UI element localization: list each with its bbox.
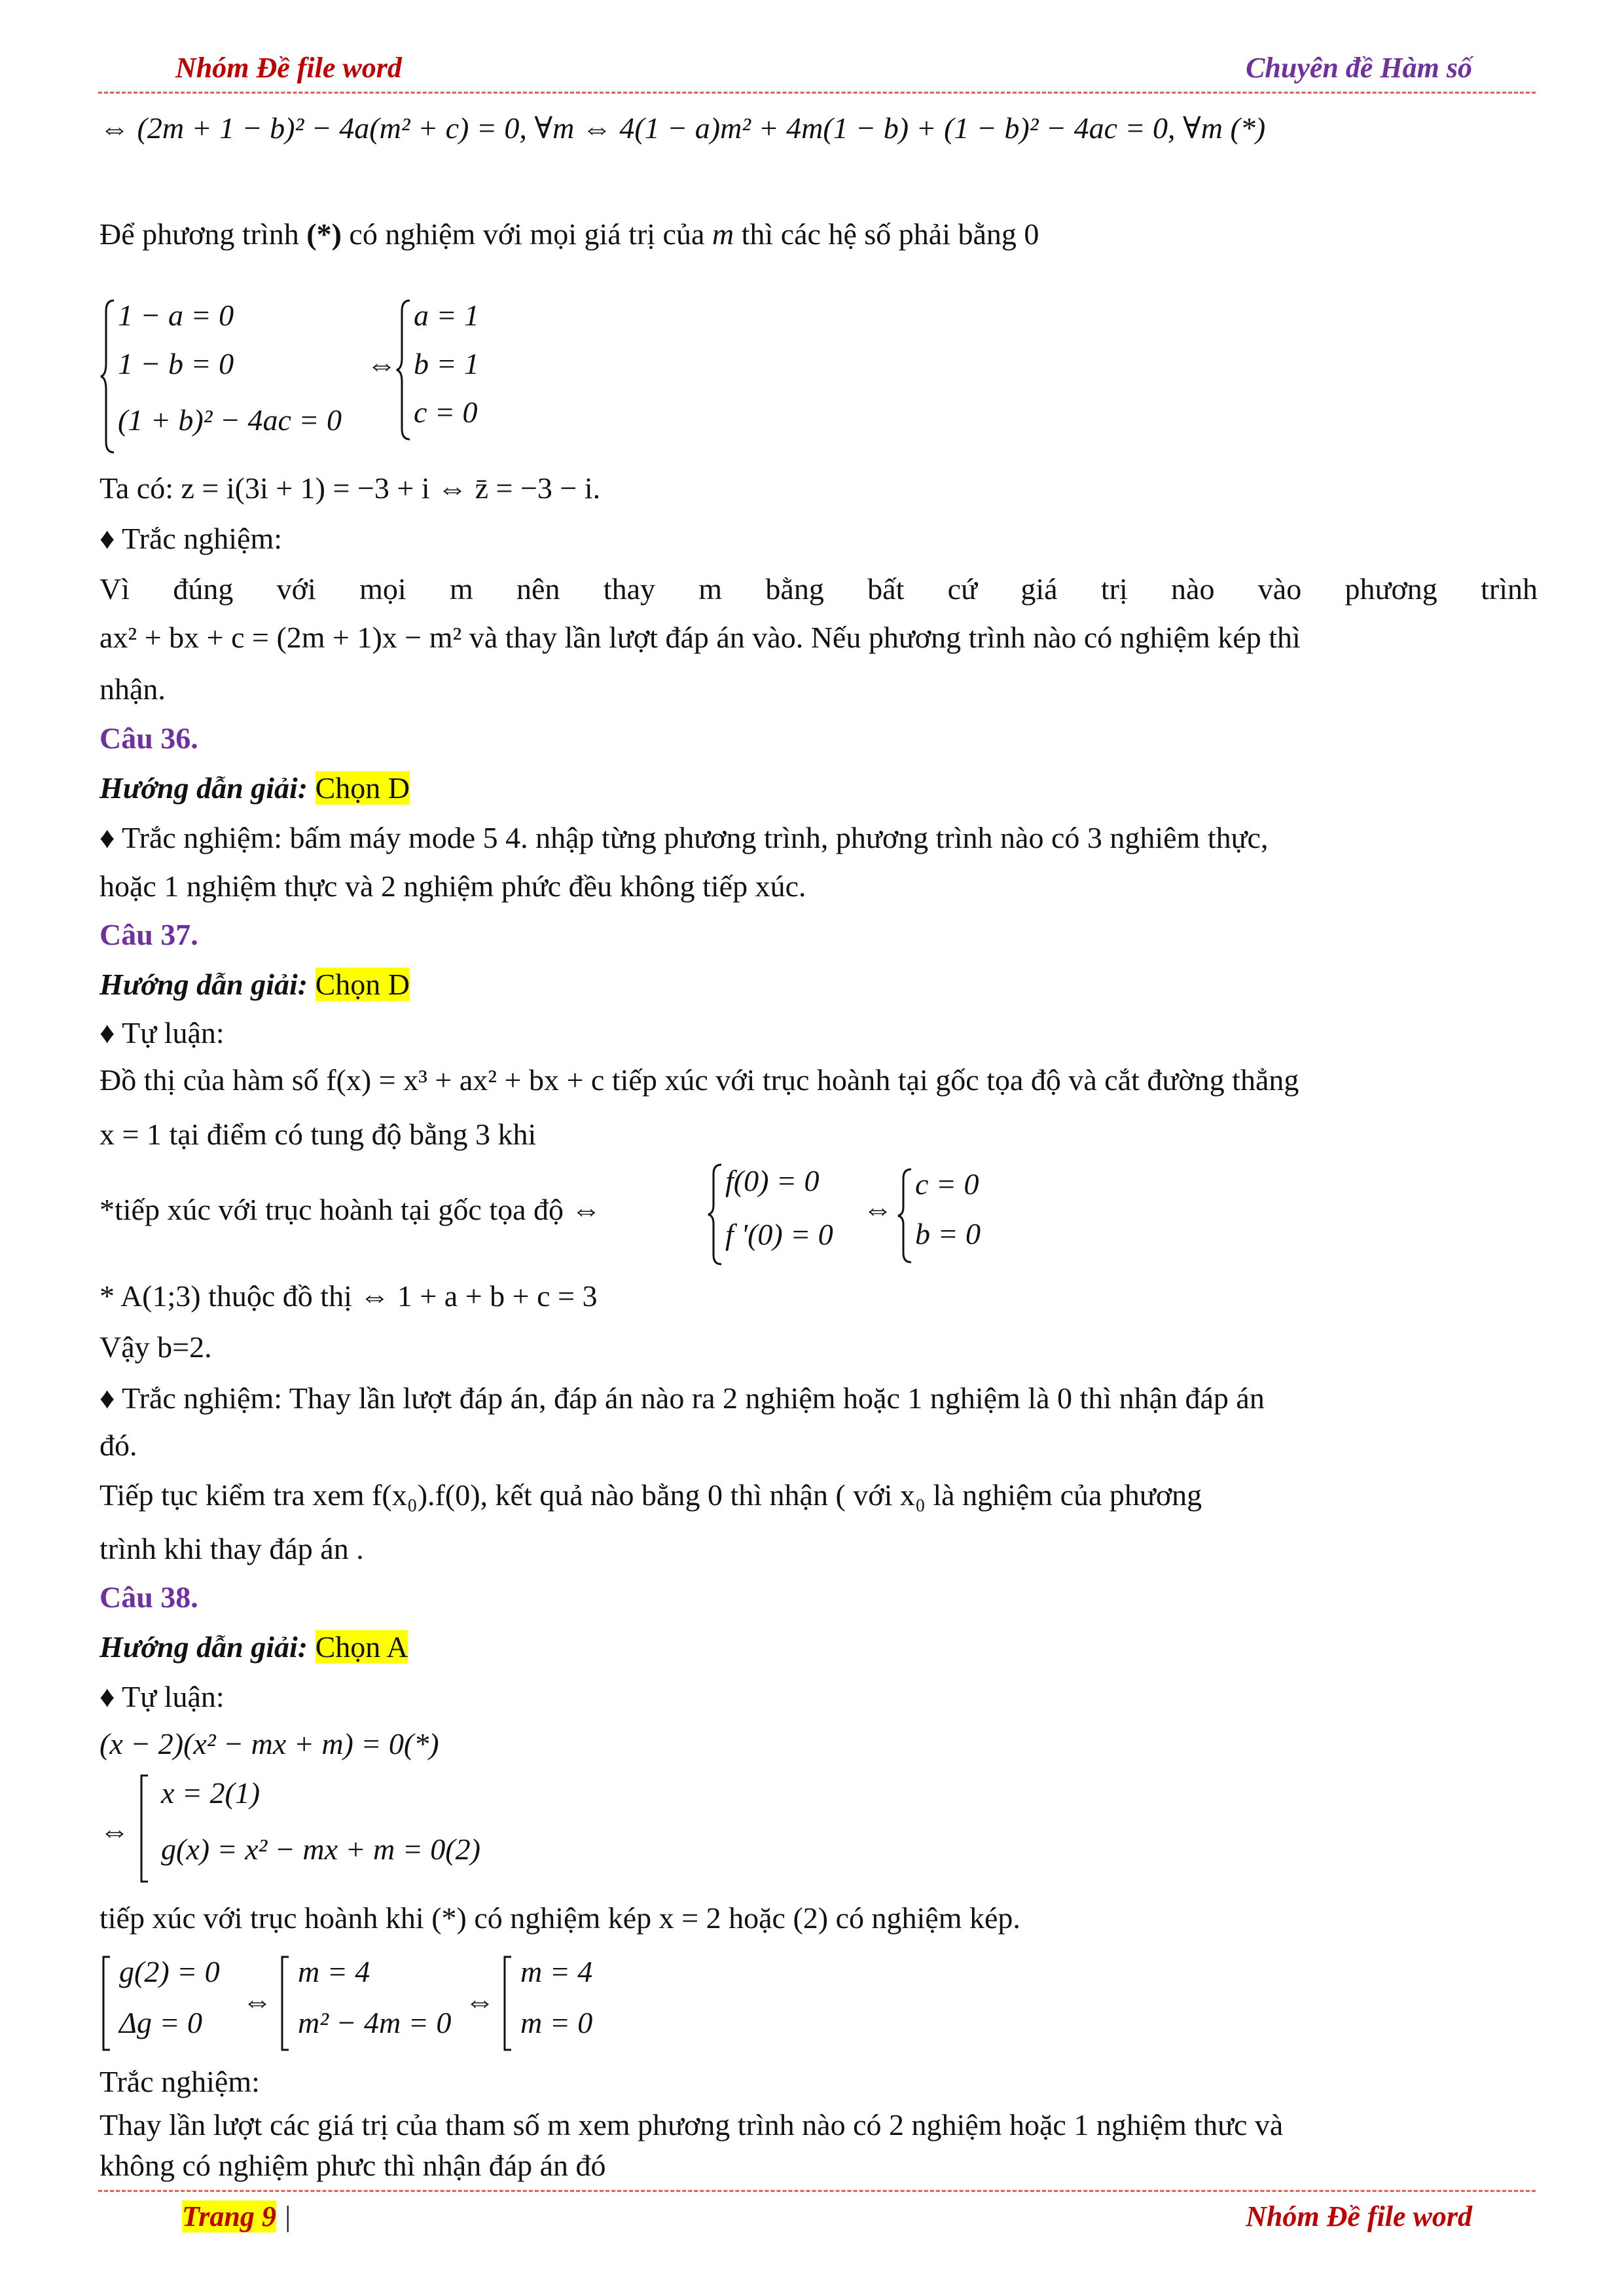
paragraph-line: ♦ Trắc nghiệm: Thay lần lượt đáp án, đáp án nào ra 2 nghiệm hoặc 1 nghiệm là 0 thì nhận đáp án — [99, 1381, 1265, 1415]
solution-label: Hướng dẫn giải: — [99, 771, 308, 805]
paragraph-line: Tiếp tục kiểm tra xem f(x₀).f(0), kết quả nào bằng 0 thì nhận ( với x₀ là nghiệm của phương — [99, 1478, 1202, 1512]
system-3 — [137, 1773, 517, 1884]
equiv-symbol: ⇔ — [465, 1984, 495, 2018]
system-1 — [99, 298, 381, 455]
left-brace-icon — [897, 1167, 914, 1265]
system-2-row: f(0) = 0 — [725, 1164, 820, 1197]
system-1-result-row: c = 0 — [414, 395, 478, 429]
paragraph-line: x = 1 tại điểm có tung độ bằng 3 khi — [99, 1118, 537, 1151]
equiv-symbol: ⇔ — [863, 1192, 893, 1226]
tu-luan-heading: ♦ Tự luận: — [99, 1680, 225, 1713]
paragraph-line: * A(1;3) thuộc đồ thị ⇔ 1 + a + b + c = 3 — [99, 1279, 598, 1313]
solution-38-heading — [99, 1629, 408, 1665]
system-4c-row: m = 0 — [520, 2006, 593, 2039]
paragraph-line: Thay lần lượt các giá trị của tham số m xem phương trình nào có 2 nghiệm hoặc 1 nghiệm thưc và — [99, 2108, 1284, 2141]
system-1-row: (1 + b)² − 4ac = 0 — [118, 403, 342, 437]
text-fragment: có nghiệm với mọi giá trị của — [341, 217, 712, 251]
left-bracket-icon — [278, 1954, 291, 2052]
system-1-row: 1 − b = 0 — [118, 347, 234, 380]
system-2-result — [897, 1167, 1001, 1265]
system-2-result-row: b = 0 — [915, 1217, 981, 1250]
system-1-result-row: a = 1 — [414, 299, 480, 332]
question-37-title: Câu 37. — [99, 918, 198, 951]
equiv-symbol: ⇔ — [242, 1984, 272, 2018]
answer-badge: Chọn A — [315, 1630, 408, 1664]
tu-luan-heading: ♦ Tự luận: — [99, 1016, 225, 1049]
paragraph-line: Đồ thị của hàm số f(x) = x³ + ax² + bx + c tiếp xúc với trục hoành tại gốc tọa độ và cắt đường thẳng — [99, 1063, 1299, 1097]
equiv-symbol: ⇔ — [99, 1814, 130, 1848]
system-2-result-row: c = 0 — [915, 1167, 979, 1201]
system-1-result — [395, 298, 526, 442]
text-fragment: (*) — [306, 217, 342, 251]
text-fragment: m — [712, 217, 734, 251]
solution-label: Hướng dẫn giải: — [99, 1630, 308, 1664]
footer-page — [182, 2200, 291, 2233]
header-right: Chuyên đề Hàm số — [1246, 52, 1472, 84]
equation-line-1: ⇔ (2m + 1 − b)² − 4a(m² + c) = 0, ∀m ⇔ 4(1 − a)m² + 4m(1 − b) + (1 − b)² − 4ac = 0, ∀m (*) — [99, 111, 1266, 145]
trac-nghiem-heading: Trắc nghiệm: — [99, 2065, 260, 2098]
system-4b-row: m² − 4m = 0 — [298, 2006, 452, 2039]
footer-right: Nhóm Đề file word — [1246, 2200, 1472, 2232]
footer-divider — [98, 2190, 1536, 2192]
left-brace-icon — [395, 298, 412, 442]
text-fragment: Để phương trình — [99, 217, 307, 251]
solution-37-heading — [99, 966, 410, 1002]
system-4a-row: g(2) = 0 — [119, 1955, 220, 1988]
paragraph-line: hoặc 1 nghiệm thực và 2 nghiệm phức đều không tiếp xúc. — [99, 869, 806, 903]
solution-label: Hướng dẫn giải: — [99, 968, 308, 1001]
system-1-row: 1 − a = 0 — [118, 299, 234, 332]
header-left: Nhóm Đề file word — [175, 52, 402, 84]
text-fragment: thì các hệ số phải bằng 0 — [734, 217, 1039, 251]
system-4a-row: Δg = 0 — [119, 2006, 203, 2039]
system-2-row: f '(0) = 0 — [725, 1218, 833, 1251]
footer-separator: | — [283, 2200, 291, 2232]
paragraph-line: trình khi thay đáp án . — [99, 1532, 364, 1565]
system-1-result-row: b = 1 — [414, 347, 480, 380]
left-brace-icon — [707, 1162, 724, 1267]
solution-36-heading — [99, 770, 410, 806]
left-bracket-icon — [99, 1954, 113, 2052]
trac-nghiem-heading: ♦ Trắc nghiệm: — [99, 522, 283, 555]
system-4b — [278, 1954, 468, 2052]
system-3-row: x = 2(1) — [161, 1776, 261, 1810]
paragraph-line: Vì đúng với mọi m nên thay m bằng bất cứ giá trị nào vào phương trình — [99, 572, 1538, 606]
ta-co-line: Ta có: z = i(3i + 1) = −3 + i ⇔ z̄ = −3 − i. — [99, 471, 601, 505]
paragraph-line: ♦ Trắc nghiệm: bấm máy mode 5 4. nhập từng phương trình, phương trình nào có 3 nghiêm thực, — [99, 821, 1269, 854]
system-4a — [99, 1954, 244, 2052]
left-brace-icon — [99, 298, 117, 455]
page-number: Trang 9 — [182, 2200, 276, 2232]
equation-38: (x − 2)(x² − mx + m) = 0(*) — [99, 1727, 439, 1760]
paragraph-line: đó. — [99, 1429, 137, 1462]
question-38-title: Câu 38. — [99, 1580, 198, 1614]
paragraph-line: ax² + bx + c = (2m + 1)x − m² và thay lần lượt đáp án vào. Nếu phương trình nào có nghiệm kép thì — [99, 621, 1301, 654]
answer-badge: Chọn D — [315, 968, 410, 1001]
paragraph-line: nhận. — [99, 672, 166, 706]
left-bracket-icon — [137, 1773, 151, 1884]
header-divider — [98, 92, 1536, 94]
system-4c — [501, 1954, 619, 2052]
system-4b-row: m = 4 — [298, 1955, 370, 1988]
equiv-symbol: ⇔ — [367, 348, 397, 381]
paragraph-line: Vậy b=2. — [99, 1330, 212, 1364]
system-4c-row: m = 4 — [520, 1955, 593, 1988]
answer-badge: Chọn D — [315, 771, 410, 805]
left-bracket-icon — [501, 1954, 514, 2052]
system-2 — [707, 1162, 864, 1267]
paragraph-line: không có nghiệm phưc thì nhận đáp án đó — [99, 2149, 606, 2182]
paragraph-line: *tiếp xúc với trục hoành tại gốc tọa độ ⇔ — [99, 1193, 602, 1226]
question-36-title: Câu 36. — [99, 721, 198, 755]
paragraph-condition — [99, 216, 1039, 252]
system-3-row: g(x) = x² − mx + m = 0(2) — [161, 1832, 480, 1866]
paragraph-line: tiếp xúc với trục hoành khi (*) có nghiệm kép x = 2 hoặc (2) có nghiệm kép. — [99, 1901, 1020, 1935]
